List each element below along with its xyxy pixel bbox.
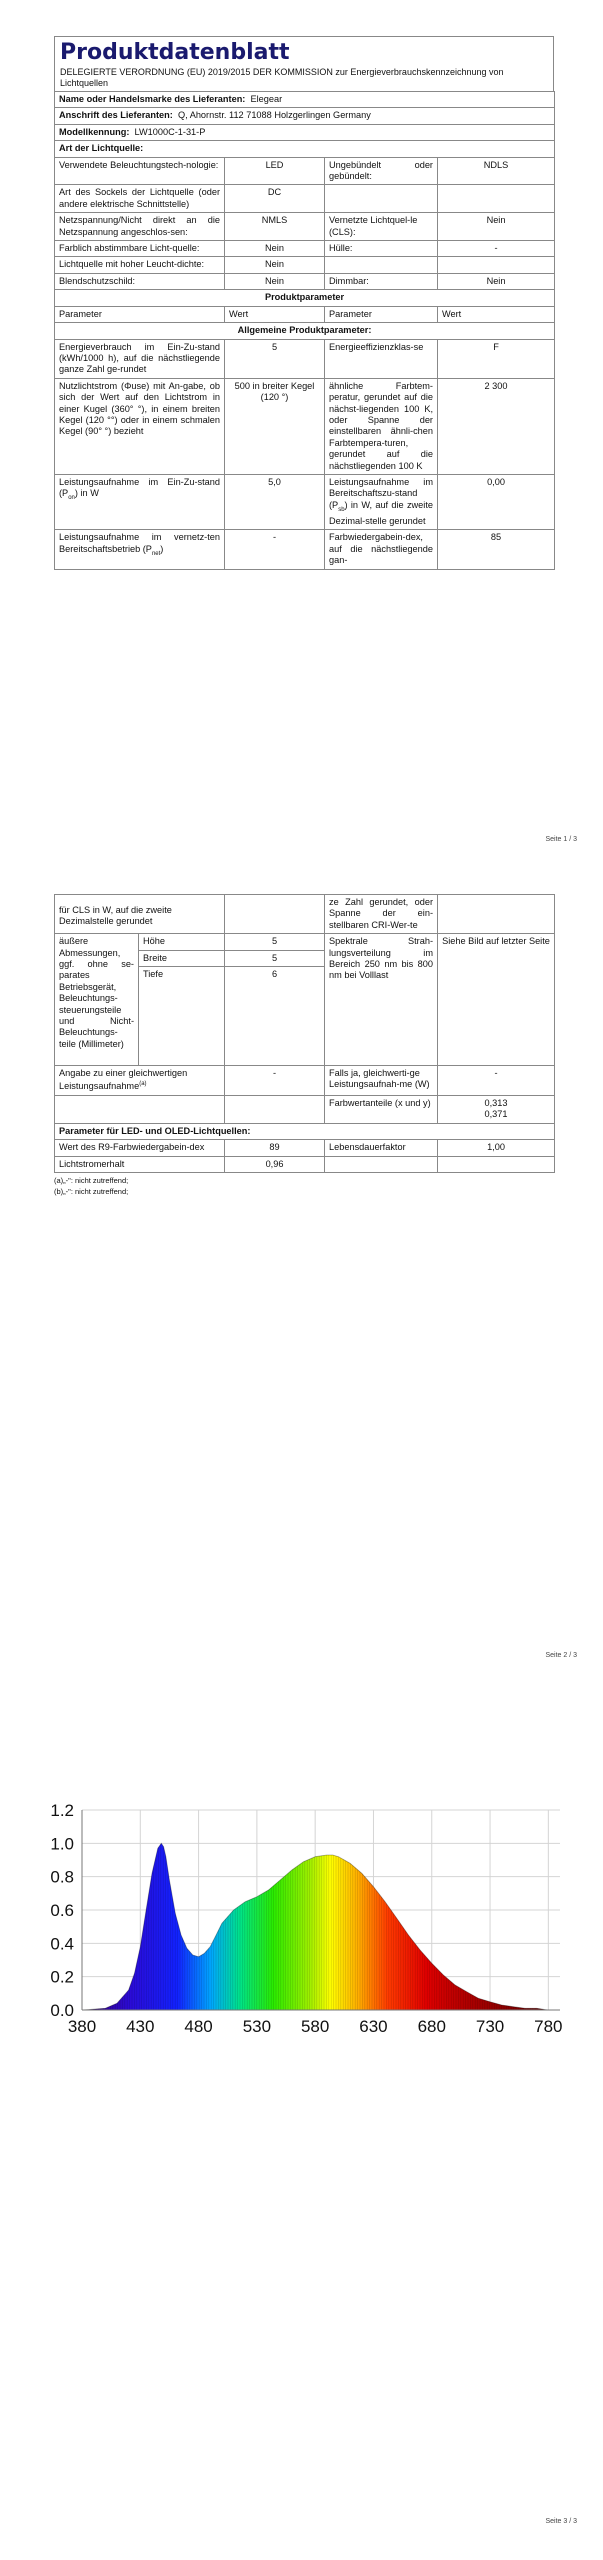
supplier-address-value: Q, Ahornstr. 112 71088 Holzgerlingen Germany xyxy=(177,110,371,121)
flux-row xyxy=(55,378,555,474)
lamp-type-row xyxy=(55,157,555,185)
supplier-name-row xyxy=(55,92,555,108)
x-tick-label: 430 xyxy=(126,2017,155,2036)
y-tick-label: 0.4 xyxy=(50,1934,74,1954)
column-header-value: Wert xyxy=(438,306,555,322)
r9-label: Wert des R9-Farbwiedergabein-dex xyxy=(55,1140,225,1156)
lamp-type-value: Nein xyxy=(225,273,325,289)
x-axis xyxy=(68,2010,563,2036)
on-mode-power-value: 5,0 xyxy=(225,474,325,529)
model-id-value: LW1000C-1-31-P xyxy=(134,126,206,137)
lamp-type-label: Netzspannung/Nicht direkt an die Netzspannung angeschlos-sen: xyxy=(55,213,225,241)
lamp-type-label: Lichtquelle mit hoher Leucht-dichte: xyxy=(55,257,225,273)
networked-standby-value: - xyxy=(225,530,325,569)
r9-row xyxy=(55,1140,555,1156)
page-number: Seite 3 / 3 xyxy=(545,2518,577,2525)
useful-flux-value: 500 in breiter Kegel (120 °) xyxy=(225,378,325,474)
y-axis xyxy=(50,1801,82,2020)
equivalent-power-if-yes-value: - xyxy=(438,1066,555,1096)
x-tick-label: 630 xyxy=(359,2017,388,2036)
y-tick-label: 0.2 xyxy=(50,1967,74,1987)
equivalent-power-value: - xyxy=(225,1066,325,1096)
x-tick-label: 380 xyxy=(67,2017,97,2036)
height-value: 5 xyxy=(225,934,325,950)
energy-row xyxy=(55,339,555,378)
standby-power-label: Leistungsaufnahme im Bereitschaftszu-stand $(P_{sb})$ in W, auf die zweite Dezimal-stelle gerundet xyxy=(325,474,438,529)
column-header-parameter: Parameter xyxy=(55,306,225,322)
depth-label: Tiefe xyxy=(139,967,225,1066)
height-label: Höhe xyxy=(139,934,225,950)
networked-standby-value-continued xyxy=(225,895,325,934)
lumen-maintenance-row xyxy=(55,1156,555,1172)
footnote-b: (b)„-": nicht zutreffend; xyxy=(54,1186,129,1196)
page-2 xyxy=(0,880,603,1710)
page-number: Seite 2 / 3 xyxy=(545,1652,577,1659)
supplier-name-value: Elegear xyxy=(250,94,283,104)
standby-power-value: 0,00 xyxy=(438,474,555,529)
lamp-type-value xyxy=(438,257,555,273)
lamp-type-value: Nein xyxy=(438,213,555,241)
energy-class-label: Energieeffizienzklas-se xyxy=(325,339,438,378)
lumen-maintenance-label: Lichtstromerhalt xyxy=(55,1156,225,1172)
lamp-type-value xyxy=(438,185,555,213)
lamp-type-header-row xyxy=(55,141,555,157)
lamp-type-value: Nein xyxy=(225,257,325,273)
page-number: Seite 1 / 3 xyxy=(545,836,577,843)
model-id-label: Modellkennung: xyxy=(59,126,130,137)
lamp-type-value: Nein xyxy=(438,273,555,289)
equivalent-power-label: Angabe zu einer gleichwertigen Leistungsaufnahme$^{(a)}$ xyxy=(55,1066,225,1096)
energy-class-value: F xyxy=(438,339,555,378)
spectral-distribution-label: Spektrale Strah-lungsverteilung im Bereich 250 nm bis 800 nm bei Volllast xyxy=(325,934,438,1066)
useful-flux-label: Nutzlichtstrom (Φuse) mit An-gabe, ob sich der Wert auf den Lichtstrom in einer Kugel (360° °), in einem breiten Kegel (120 °°) oder in einem schmalen Kegel (90° °) bezieht xyxy=(55,378,225,474)
y-tick-label: 1.0 xyxy=(50,1834,74,1854)
page-1 xyxy=(0,0,603,850)
on-mode-power-label: Leistungsaufnahme im Ein-Zu-stand $(P_{on})$ in W xyxy=(55,474,225,529)
lamp-type-label: Dimmbar: xyxy=(325,273,438,289)
power-row xyxy=(55,474,555,529)
product-data-table xyxy=(54,91,555,570)
footnote-a: (a)„-": nicht zutreffend; xyxy=(54,1175,129,1185)
lamp-type-value: NMLS xyxy=(225,213,325,241)
networked-standby-continued-row xyxy=(55,895,555,934)
width-value: 5 xyxy=(225,950,325,966)
supplier-name-label: Name oder Handelsmarke des Lieferanten: xyxy=(59,94,246,104)
equivalent-power-if-yes-label: Falls ja, gleichwerti-ge Leistungsaufnah-me (W) xyxy=(325,1066,438,1096)
networked-standby-row xyxy=(55,530,555,569)
led-params-header: Parameter für LED- und OLED-Lichtquellen: xyxy=(55,1123,555,1139)
energy-consumption-value: 5 xyxy=(225,339,325,378)
page-3 xyxy=(0,1740,603,2560)
lamp-type-row xyxy=(55,241,555,257)
product-data-table-continued xyxy=(54,894,555,1173)
chromaticity-value: 0,313 0,371 xyxy=(438,1095,555,1123)
x-tick-label: 680 xyxy=(417,2017,446,2036)
led-params-header-row xyxy=(55,1123,555,1139)
r9-value: 89 xyxy=(225,1140,325,1156)
lamp-type-row xyxy=(55,273,555,289)
page-title: Produktdatenblatt xyxy=(60,40,290,65)
y-tick-label: 0.6 xyxy=(50,1901,74,1920)
lumen-maintenance-value: 0,96 xyxy=(225,1156,325,1172)
lamp-type-label: Ungebündelt oder gebündelt: xyxy=(325,157,438,185)
width-label: Breite xyxy=(139,950,225,966)
lamp-type-label: Farblich abstimmbare Licht-quelle: xyxy=(55,241,225,257)
x-tick-label: 480 xyxy=(184,2017,213,2036)
networked-standby-label: Leistungsaufnahme im vernetz-ten Bereitschaftsbetrieb $(P_{net})$ xyxy=(55,530,225,569)
y-tick-label: 1.2 xyxy=(50,1801,74,1820)
sheet-header xyxy=(54,36,554,91)
cri-value: 85 xyxy=(438,530,555,569)
column-header-row xyxy=(55,306,555,322)
dimension-height-row xyxy=(55,934,555,950)
lamp-type-row xyxy=(55,185,555,213)
supplier-address-label: Anschrift des Lieferanten: xyxy=(59,110,173,121)
lamp-type-label xyxy=(325,185,438,213)
equivalent-power-row xyxy=(55,1066,555,1096)
cri-label-continued: ze Zahl gerundet, oder Spanne der ein-stellbaren CRI-Wer-te xyxy=(325,895,438,934)
lamp-type-label: Blendschutzschild: xyxy=(55,273,225,289)
cri-label: Farbwiedergabein-dex, auf die nächstliegende gan- xyxy=(325,530,438,569)
model-id-row xyxy=(55,124,555,140)
product-sheet-part-1 xyxy=(54,36,554,570)
general-params-header-row xyxy=(55,323,555,339)
product-sheet-part-2 xyxy=(54,894,554,1197)
lamp-type-value: NDLS xyxy=(438,157,555,185)
lamp-type-label xyxy=(325,257,438,273)
lamp-type-value: LED xyxy=(225,157,325,185)
params-header-row xyxy=(55,290,555,306)
supplier-address-row xyxy=(55,108,555,124)
x-tick-label: 780 xyxy=(534,2017,563,2036)
survival-factor-value: 1,00 xyxy=(438,1140,555,1156)
column-header-parameter: Parameter xyxy=(325,306,438,322)
spectral-distribution-value: Siehe Bild auf letzter Seite xyxy=(438,934,555,1066)
chromaticity-row xyxy=(55,1095,555,1123)
depth-value: 6 xyxy=(225,967,325,1066)
x-tick-label: 580 xyxy=(300,2017,330,2036)
spectral-distribution-chart xyxy=(40,1800,600,2060)
lamp-type-row xyxy=(55,257,555,273)
params-header: Produktparameter xyxy=(55,290,555,306)
lamp-type-value: DC xyxy=(225,185,325,213)
chromaticity-label: Farbwertanteile (x und y) xyxy=(325,1095,438,1123)
x-tick-label: 730 xyxy=(475,2017,505,2036)
lamp-type-value: Nein xyxy=(225,241,325,257)
general-params-header: Allgemeine Produktparameter: xyxy=(55,323,555,339)
column-header-value: Wert xyxy=(225,306,325,322)
regulation-subtitle: DELEGIERTE VERORDNUNG (EU) 2019/2015 DER KOMMISSION zur Energieverbrauchskennzeichnung von Lichtquellen xyxy=(60,67,504,88)
lamp-type-label: Verwendete Beleuchtungstech-nologie: xyxy=(55,157,225,185)
lamp-type-label: Vernetzte Lichtquel-le (CLS): xyxy=(325,213,438,241)
dimensions-label: äußere Abmessungen, ggf. ohne se-parates Betriebsgerät, Beleuchtungs-steuerungsteile und Nicht-Beleuchtungs-teile (Millimeter) xyxy=(55,934,139,1066)
y-tick-label: 0.0 xyxy=(50,2001,74,2020)
color-temperature-label: ähnliche Farbtem-peratur, gerundet auf die nächst-liegenden 100 K, oder Spanne der einstellbaren ähnli-chen Farbtempera-turen, gerundet auf die nächstliegenden 100 K xyxy=(325,378,438,474)
lamp-type-label: Hülle: xyxy=(325,241,438,257)
survival-factor-label: Lebensdauerfaktor xyxy=(325,1140,438,1156)
energy-consumption-label: Energieverbrauch im Ein-Zu-stand (kWh/1000 h), auf die nächstliegende ganze Zahl ge-rundet xyxy=(55,339,225,378)
lamp-type-value: - xyxy=(438,241,555,257)
y-tick-label: 0.8 xyxy=(50,1867,74,1887)
x-tick-label: 530 xyxy=(242,2017,272,2036)
networked-standby-continued: für CLS in W, auf die zweite Dezimalstelle gerundet xyxy=(55,895,225,934)
lamp-type-header: Art der Lichtquelle: xyxy=(55,141,555,157)
cri-value-continued xyxy=(438,895,555,934)
color-temperature-value: 2 300 xyxy=(438,378,555,474)
lamp-type-label: Art des Sockels der Lichtquelle (oder andere elektrische Schnittstelle) xyxy=(55,185,225,213)
lamp-type-row xyxy=(55,213,555,241)
